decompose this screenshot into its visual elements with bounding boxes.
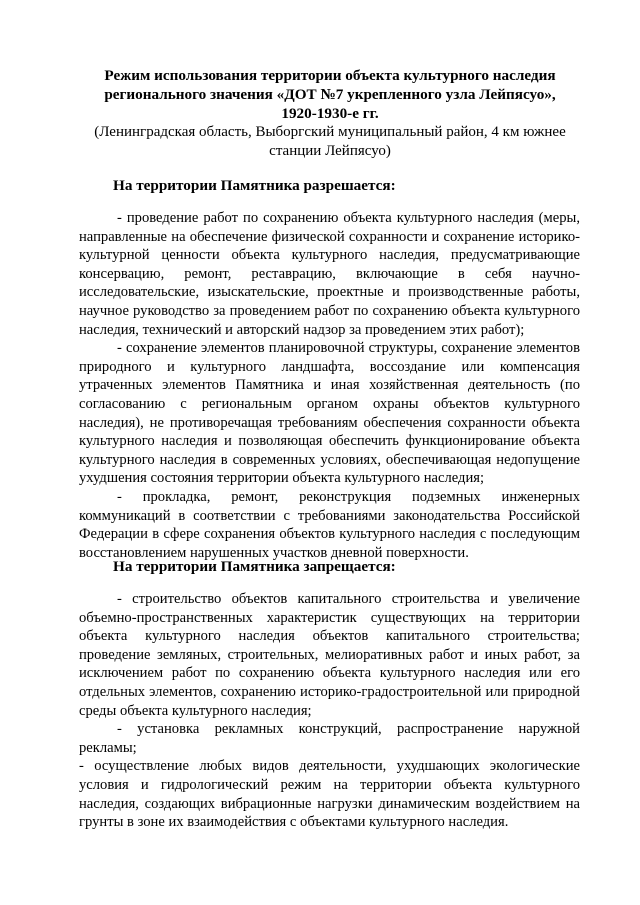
prohibited-section xyxy=(79,590,580,832)
allowed-item-2: - сохранение элементов планировочной структуры, сохранение элементов природного и культурного ландшафта, воссоздание или компенсация утраченных элементов Памятника и иная хозяйственная деятельность (по согласованию с региональным органом охраны объектов культурного наследия), не противоречащая требованиям обеспечения сохранности объекта культурного наследия и позволяющая обеспечить функционирование объекта культурного наследия в современных условиях, обеспечивающая недопущение ухудшения состояния территории объекта культурного наследия; xyxy=(79,340,580,487)
allowed-section xyxy=(79,209,580,562)
allowed-item-1: - проведение работ по сохранению объекта культурного наследия (меры, направленные на обеспечение физической сохранности и сохранение историко-культурной ценности объекта культурного наследия, предусматривающие консервацию, ремонт, реставрацию, включающие в себя научно-исследовательские, изыскательские, проектные и производственные работы, научное руководство за проведением работ по сохранению объекта культурного наследия, технический и авторский надзор за проведением этих работ); xyxy=(79,210,580,338)
location-note: (Ленинградская область, Выборгский муниципальный район, 4 км южнее станции Лейпясуо) xyxy=(94,124,566,159)
title-line-3: 1920-1930-е гг. xyxy=(281,105,379,122)
document-title xyxy=(80,66,580,161)
allowed-heading: На территории Памятника разрешается: xyxy=(113,177,396,194)
title-line-1: Режим использования территории объекта культурного наследия xyxy=(104,67,556,84)
prohibited-heading: На территории Памятника запрещается: xyxy=(113,558,396,575)
prohibited-item-1: - строительство объектов капитального строительства и увеличение объемно-пространственных характеристик существующих на территории объекта культурного наследия объектов капитального строительства; проведение земляных, строительных, мелиоративных работ и иных работ, за исключением работ по сохранению объекта культурного наследия или его отдельных элементов, сохранению историко-градостроительной или природной среды объекта культурного наследия; xyxy=(79,591,580,719)
title-line-2: регионального значения «ДОТ №7 укрепленного узла Лейпясуо», xyxy=(104,86,556,103)
allowed-item-3: - прокладка, ремонт, реконструкция подземных инженерных коммуникаций в соответствии с требованиями законодательства Российской Федерации в сфере сохранения объектов культурного наследия с последующим восстановлением нарушенных участков дневной поверхности. xyxy=(79,488,580,561)
prohibited-item-2: - установка рекламных конструкций, распространение наружной рекламы; xyxy=(79,721,580,756)
prohibited-item-3: - осуществление любых видов деятельности, ухудшающих экологические условия и гидрологический режим на территории объекта культурного наследия, создающих вибрационные нагрузки динамическим воздействием на грунты в зоне их взаимодействия с объектами культурного наследия. xyxy=(79,758,580,831)
